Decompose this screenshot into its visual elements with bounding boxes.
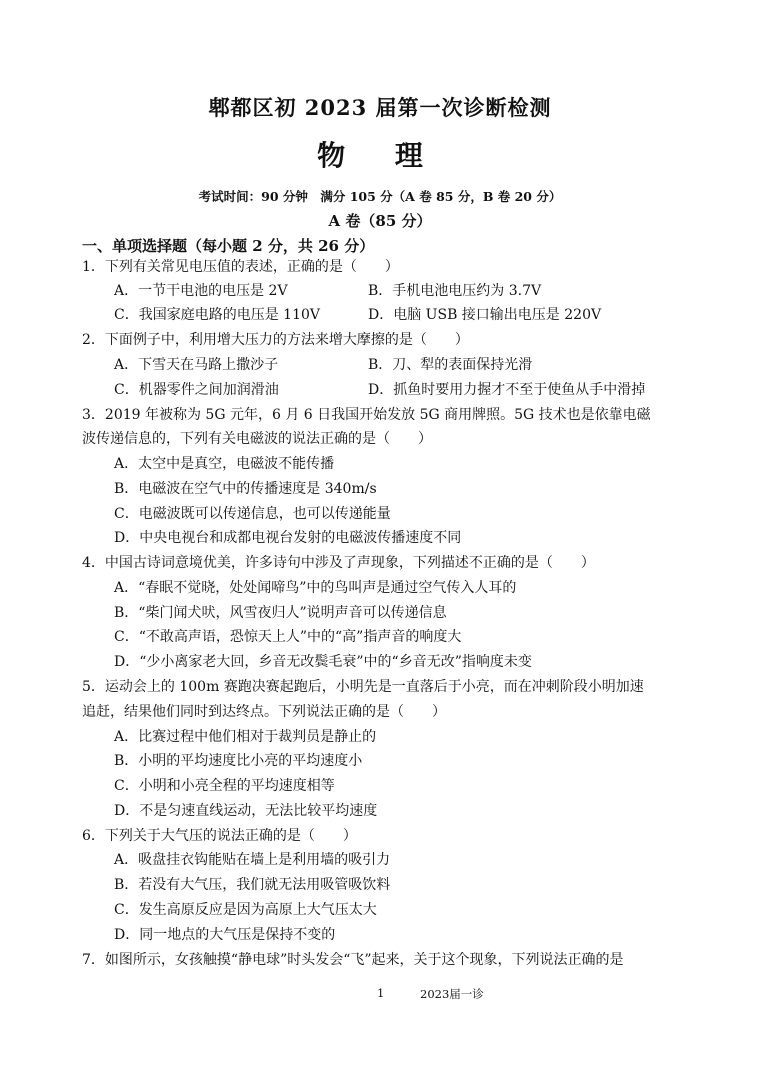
question-7-stem: 7．如图所示，女孩触摸“静电球”时头发会“飞”起来，关于这个现象，下列说法正确的是 (82, 952, 624, 968)
question-2-option-a: A．下雪天在马路上撒沙子 (114, 357, 279, 373)
question-2-option-b: B．刀、犁的表面保持光滑 (368, 357, 533, 373)
question-5-option-d: D．不是匀速直线运动，无法比较平均速度 (114, 803, 378, 819)
exam-title: 郫都区初 2023 届第一次诊断检测 (208, 95, 552, 120)
question-1-stem: 1．下列有关常见电压值的表述，正确的是（ ） (82, 259, 399, 275)
question-4-option-d: D．“少小离家老大回，乡音无改鬓毛衰”中的“乡音无改”指响度未变 (114, 654, 532, 670)
part1-heading: 一、单项选择题（每小题 2 分，共 26 分） (82, 237, 375, 255)
exam-info: 考试时间：90 分钟 满分 105 分（A 卷 85 分，B 卷 20 分） (198, 189, 562, 204)
question-3-option-a: A．太空中是真空，电磁波不能传播 (114, 456, 335, 472)
subject-title: 物 理 (317, 139, 443, 172)
question-5-option-c: C．小明和小亮全程的平均速度相等 (114, 778, 335, 794)
question-4-option-a: A．“春眠不觉晓，处处闻啼鸟”中的鸟叫声是通过空气传入人耳的 (114, 580, 517, 596)
question-1-option-d: D．电脑 USB 接口输出电压是 220V (368, 307, 602, 323)
footer-exam-label: 2023届一诊 (420, 987, 484, 1001)
question-2-option-c: C．机器零件之间加润滑油 (114, 382, 279, 398)
question-6-option-c: C．发生高原反应是因为高原上大气压太大 (114, 902, 377, 918)
question-5-stem-line2: 追赶，结果他们同时到达终点。下列说法正确的是（ ） (82, 704, 446, 720)
question-5-option-a: A．比赛过程中他们相对于裁判员是静止的 (114, 729, 377, 745)
question-3-option-b: B．电磁波在空气中的传播速度是 340m/s (114, 481, 377, 497)
question-3-stem-line1: 3．2019 年被称为 5G 元年，6 月 6 日我国开始发放 5G 商用牌照。5G 技术也是依靠电磁 (82, 407, 651, 423)
question-4-stem: 4．中国古诗词意境优美，许多诗句中涉及了声现象，下列描述不正确的是（ ） (82, 555, 595, 571)
question-3-option-c: C．电磁波既可以传递信息，也可以传递能量 (114, 506, 391, 522)
question-5-stem-line1: 5．运动会上的 100m 赛跑决赛起跑后，小明先是一直落后于小亮，而在冲刺阶段小明加速 (82, 679, 644, 695)
question-5-option-b: B．小明的平均速度比小亮的平均速度小 (114, 753, 363, 769)
question-4-option-c: C．“不敢高声语，恐惊天上人”中的“高”指声音的响度大 (114, 629, 462, 645)
question-6-option-d: D．同一地点的大气压是保持不变的 (114, 927, 336, 943)
question-2-option-d: D．抓鱼时要用力握才不至于使鱼从手中滑掉 (368, 382, 646, 398)
question-3-option-d: D．中央电视台和成都电视台发射的电磁波传播速度不同 (114, 530, 462, 546)
page-number: 1 (377, 986, 385, 1000)
question-3-stem-line2: 波传递信息的，下列有关电磁波的说法正确的是（ ） (82, 431, 432, 447)
question-1-option-a: A．一节干电池的电压是 2V (114, 283, 288, 299)
question-4-option-b: B．“柴门闻犬吠，风雪夜归人”说明声音可以传递信息 (114, 605, 447, 621)
question-6-option-b: B．若没有大气压，我们就无法用吸管吸饮料 (114, 877, 391, 893)
question-2-stem: 2．下面例子中，利用增大压力的方法来增大摩擦的是（ ） (82, 332, 469, 348)
question-1-option-c: C．我国家庭电路的电压是 110V (114, 307, 320, 323)
question-6-option-a: A．吸盘挂衣钩能贴在墙上是利用墙的吸引力 (114, 852, 391, 868)
section-a-heading: A 卷（85 分） (328, 212, 432, 230)
question-6-stem: 6．下列关于大气压的说法正确的是（ ） (82, 828, 357, 844)
question-1-option-b: B．手机电池电压约为 3.7V (368, 283, 542, 299)
